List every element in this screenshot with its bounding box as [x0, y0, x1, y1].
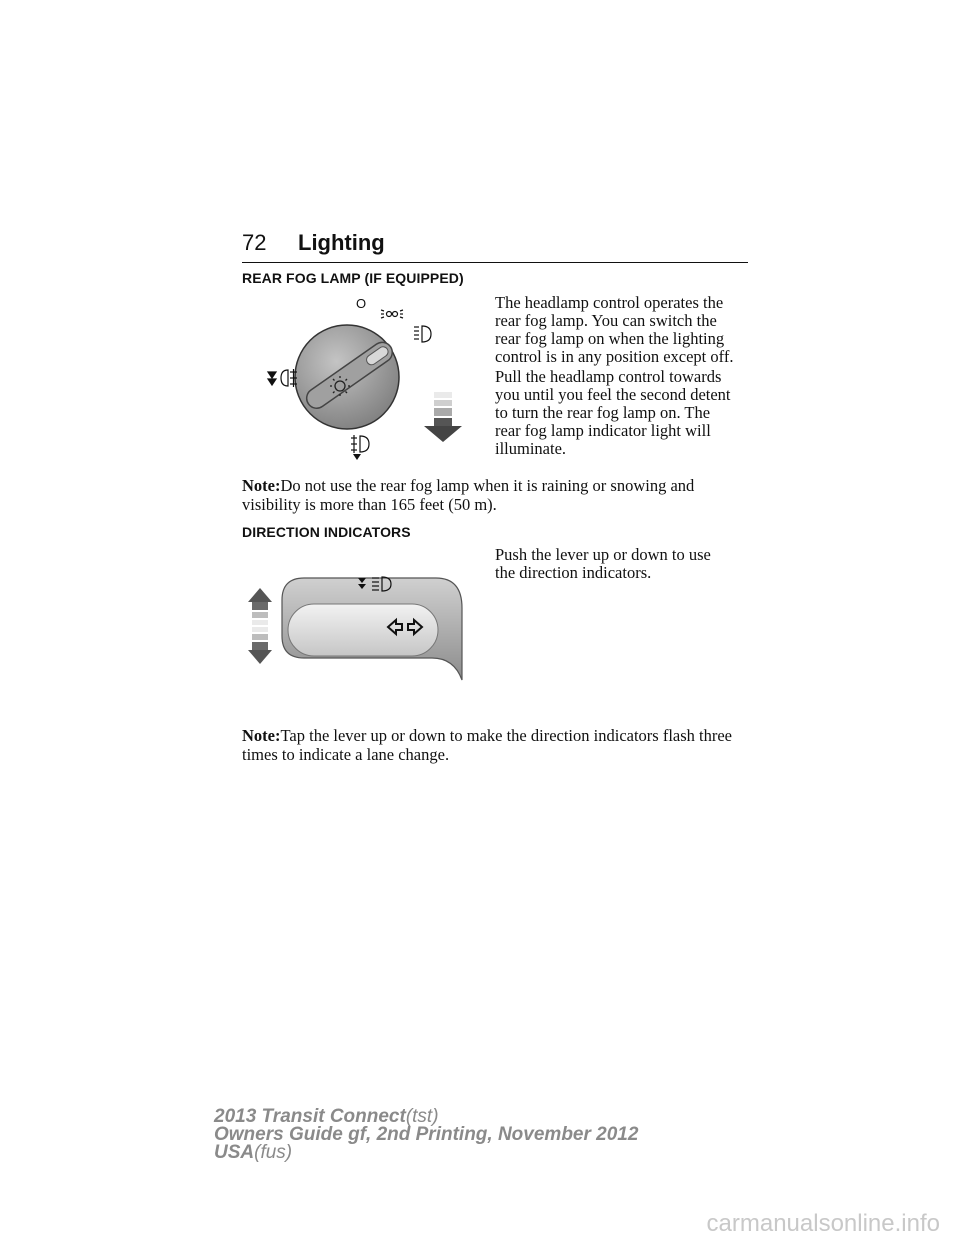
note-text: Do not use the rear fog lamp when it is raining or snowing and visibility is more than 165 feet (50 m). [242, 476, 695, 514]
section-title-direction-indicators: DIRECTION INDICATORS [242, 524, 411, 540]
note-text: Tap the lever up or down to make the direction indicators flash three times to indicate a lane change. [242, 726, 733, 764]
document-footer [214, 1108, 638, 1162]
footer-line-2: Owners Guide gf, 2nd Printing, November 2012 [214, 1124, 639, 1145]
watermark: carmanualsonline.info [706, 1210, 940, 1237]
text-line: you until you feel the second detent [495, 385, 731, 404]
headlamp-icon [414, 326, 431, 342]
page-header [242, 230, 748, 263]
chapter-title: Lighting [298, 230, 385, 255]
up-down-arrow-icon [248, 588, 272, 664]
parking-lamp-icon [381, 310, 403, 318]
section-title-rear-fog: REAR FOG LAMP (IF EQUIPPED) [242, 270, 464, 286]
text-line: The headlamp control operates the [495, 293, 724, 312]
footer-market: USA [214, 1142, 255, 1163]
footer-model-code: (tst) [405, 1106, 439, 1127]
text-line: rear fog lamp. You can switch the [495, 311, 717, 330]
headlamp-control-figure [262, 292, 468, 460]
pull-arrow-icon [424, 392, 462, 442]
text-line: to turn the rear fog lamp on. The [495, 403, 711, 422]
lever-inset [288, 604, 438, 656]
text-line: the direction indicators. [495, 563, 652, 582]
direction-lever-figure [242, 570, 477, 682]
note-label: Note: [242, 476, 281, 495]
text-line: illuminate. [495, 439, 567, 458]
rear-fog-paragraph-1 [495, 294, 733, 366]
text-line: control is in any position except off. [495, 347, 734, 366]
rear-fog-note [242, 476, 748, 514]
text-line: rear fog lamp on when the lighting [495, 329, 725, 348]
rear-fog-icon [268, 369, 297, 387]
footer-market-code: (fus) [254, 1142, 293, 1163]
page-number: 72 [242, 230, 267, 255]
footer-line-3 [214, 1144, 638, 1162]
off-position-label: O [356, 296, 367, 311]
front-fog-icon [351, 435, 369, 460]
note-label: Note: [242, 726, 281, 745]
direction-paragraph-1 [495, 546, 711, 582]
text-line: Pull the headlamp control towards [495, 367, 722, 386]
text-line: rear fog lamp indicator light will [495, 421, 711, 440]
direction-note [242, 726, 748, 764]
text-line: Push the lever up or down to use [495, 545, 711, 564]
rear-fog-paragraph-2 [495, 368, 731, 458]
footer-model: 2013 Transit Connect [214, 1106, 406, 1127]
